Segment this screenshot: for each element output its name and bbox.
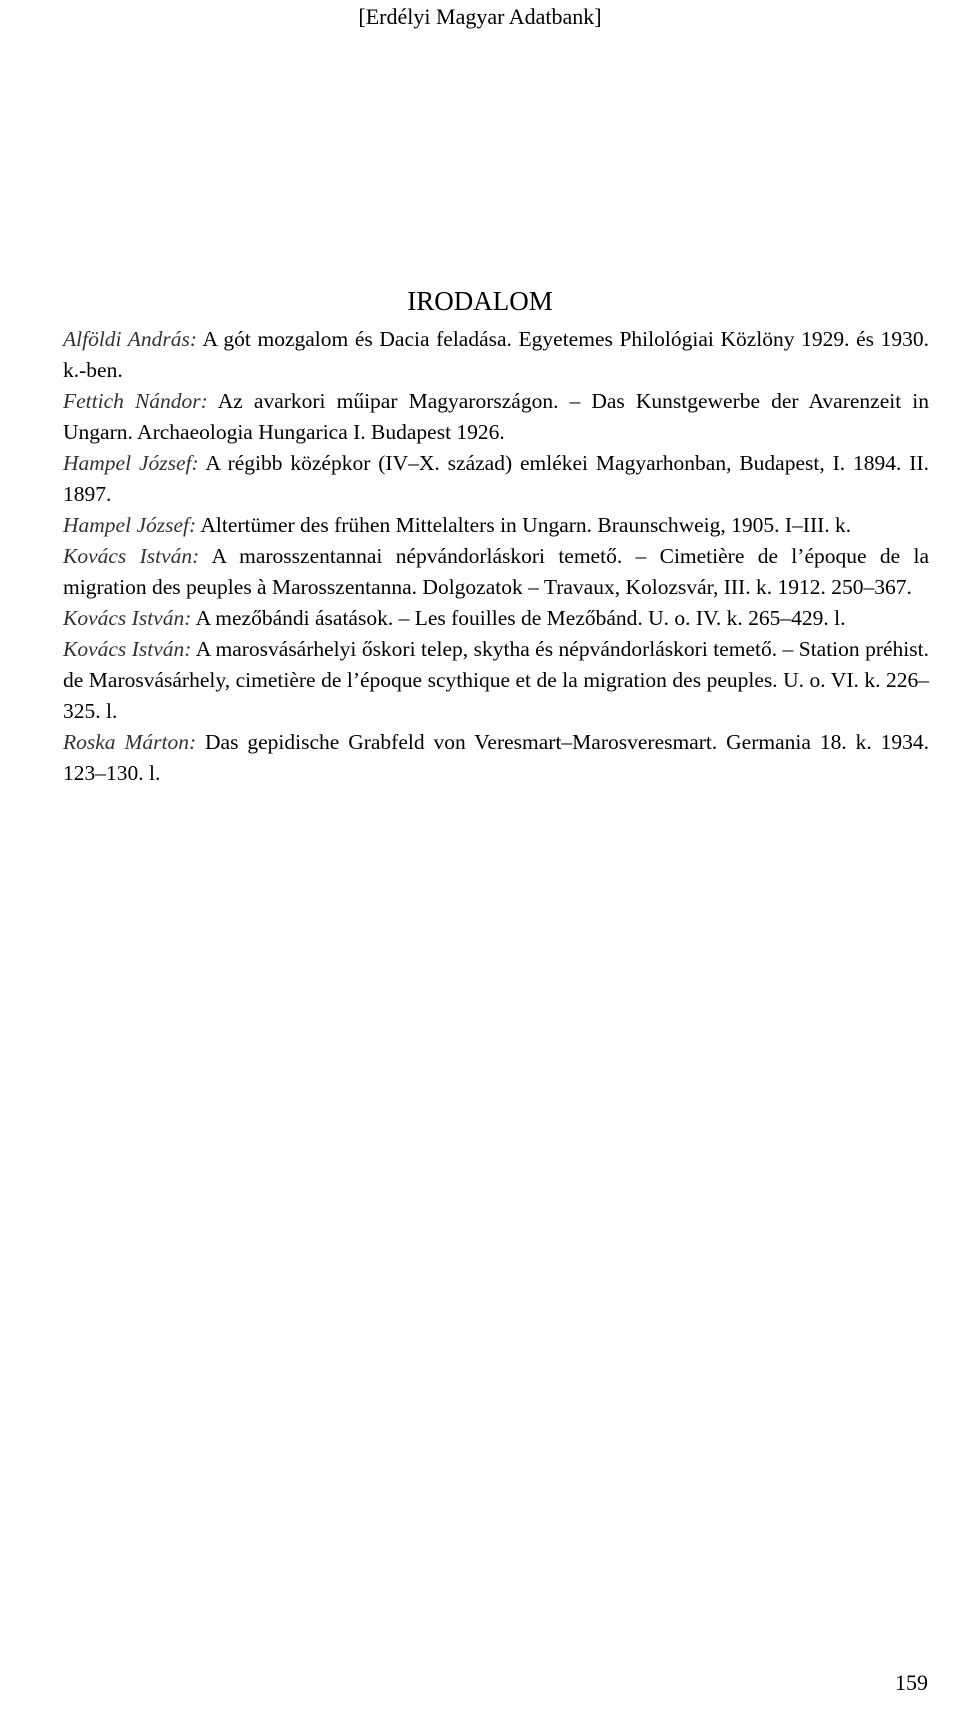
bibliography-list [63,324,929,789]
entry-author: Fettich Nándor: [63,389,208,413]
entry-author: Hampel József: [63,451,199,475]
entry-text: A mezőbándi ásatások. – Les fouilles de Mezőbánd. U. o. IV. k. 265–429. l. [195,606,846,630]
entry-text: A régibb középkor (IV–X. század) emlékei Magyarhonban, Budapest, I. 1894. II. 1897. [63,451,929,506]
entry-author: Kovács István: [63,637,192,661]
bibliography-entry [63,448,929,510]
page-header: [Erdélyi Magyar Adatbank] [358,4,602,29]
bibliography-entry [63,603,929,634]
entry-author: Kovács István: [63,544,200,568]
bibliography-entry [63,510,929,541]
entry-text: Az avarkori műipar Magyarországon. – Das Kunstgewerbe der Avarenzeit in Ungarn. Archaeologia Hungarica I. Budapest 1926. [63,389,929,444]
page-title: IRODALOM [407,286,553,316]
bibliography-entry [63,727,929,789]
entry-text: Altertümer des frühen Mittelalters in Ungarn. Braunschweig, 1905. I–III. k. [200,513,852,537]
entry-author: Hampel József: [63,513,197,537]
entry-text: A marosvásárhelyi őskori telep, skytha és népvándorláskori temető. – Station préhist. de Marosvásárhely, cimetière de l’époque scythique et de la migration des peuples. U. o. VI. k. 226–325. l. [63,637,929,723]
entry-author: Alföldi András: [63,327,198,351]
bibliography-entry [63,634,929,727]
page-number: 159 [895,1670,928,1695]
entry-text: Das gepidische Grabfeld von Veresmart–Marosveresmart. Germania 18. k. 1934. 123–130. l. [63,730,929,785]
entry-text: A gót mozgalom és Dacia feladása. Egyetemes Philológiai Közlöny 1929. és 1930. k.-ben. [63,327,929,382]
entry-author: Kovács István: [63,606,192,630]
bibliography-entry [63,386,929,448]
entry-author: Roska Márton: [63,730,197,754]
entry-text: A marosszentannai népvándorláskori temető. – Cimetière de l’époque de la migration des peuples à Marosszentanna. Dolgozatok – Travaux, Kolozsvár, III. k. 1912. 250–367. [63,544,929,599]
bibliography-entry [63,324,929,386]
bibliography-entry [63,541,929,603]
